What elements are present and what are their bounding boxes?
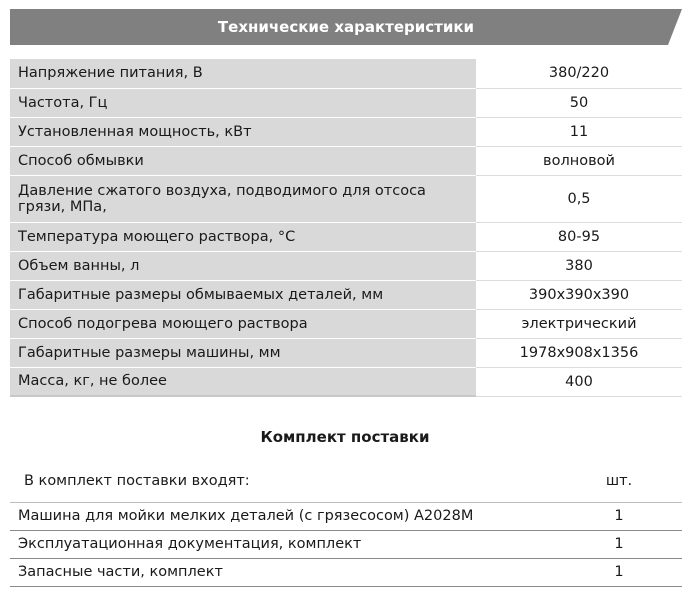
spec-value: 400 (476, 367, 682, 396)
spec-row (10, 88, 682, 117)
spec-row (10, 222, 682, 251)
spec-value: 0,5 (476, 175, 682, 222)
spec-name: Габаритные размеры обмываемых деталей, мм (10, 280, 476, 309)
spec-row (10, 146, 682, 175)
kit-item-qty: 1 (556, 558, 682, 586)
spec-value: 380/220 (476, 59, 682, 88)
spec-row (10, 280, 682, 309)
spec-name: Габаритные размеры машины, мм (10, 338, 476, 367)
spec-name: Установленная мощность, кВт (10, 117, 476, 146)
kit-header-row (10, 460, 682, 502)
spec-value: 80-95 (476, 222, 682, 251)
spec-name: Давление сжатого воздуха, подводимого для отсоса грязи, МПа, (10, 175, 476, 222)
kit-row (10, 558, 682, 586)
spec-value: 11 (476, 117, 682, 146)
spec-value: волновой (476, 146, 682, 175)
spec-row (10, 338, 682, 367)
spec-value: 380 (476, 251, 682, 280)
spec-name: Температура моющего раствора, °С (10, 222, 476, 251)
kit-header-name: В комплект поставки входят: (10, 460, 556, 502)
kit-item-name: Машина для мойки мелких деталей (с грязесосом) А2028М (10, 502, 556, 530)
section-header-banner (10, 9, 682, 45)
spec-row (10, 367, 682, 396)
spec-name: Способ подогрева моющего раствора (10, 309, 476, 338)
spec-row (10, 59, 682, 88)
spec-row (10, 309, 682, 338)
specs-table (10, 59, 682, 397)
kit-table (10, 460, 682, 587)
spec-name: Напряжение питания, В (10, 59, 476, 88)
spec-row (10, 117, 682, 146)
spec-value: электрический (476, 309, 682, 338)
kit-row (10, 502, 682, 530)
kit-title: Комплект поставки (260, 428, 430, 446)
spec-name: Частота, Гц (10, 88, 476, 117)
spec-value: 50 (476, 88, 682, 117)
section-title: Технические характеристики (217, 18, 475, 36)
kit-item-name: Эксплуатационная документация, комплект (10, 530, 556, 558)
spec-name: Способ обмывки (10, 146, 476, 175)
spec-name: Объем ванны, л (10, 251, 476, 280)
kit-header-qty: шт. (556, 460, 682, 502)
spec-row (10, 251, 682, 280)
spec-name: Масса, кг, не более (10, 367, 476, 396)
kit-item-qty: 1 (556, 502, 682, 530)
spec-row (10, 175, 682, 222)
spec-value: 390x390x390 (476, 280, 682, 309)
spec-value: 1978x908x1356 (476, 338, 682, 367)
kit-item-qty: 1 (556, 530, 682, 558)
kit-item-name: Запасные части, комплект (10, 558, 556, 586)
kit-row (10, 530, 682, 558)
